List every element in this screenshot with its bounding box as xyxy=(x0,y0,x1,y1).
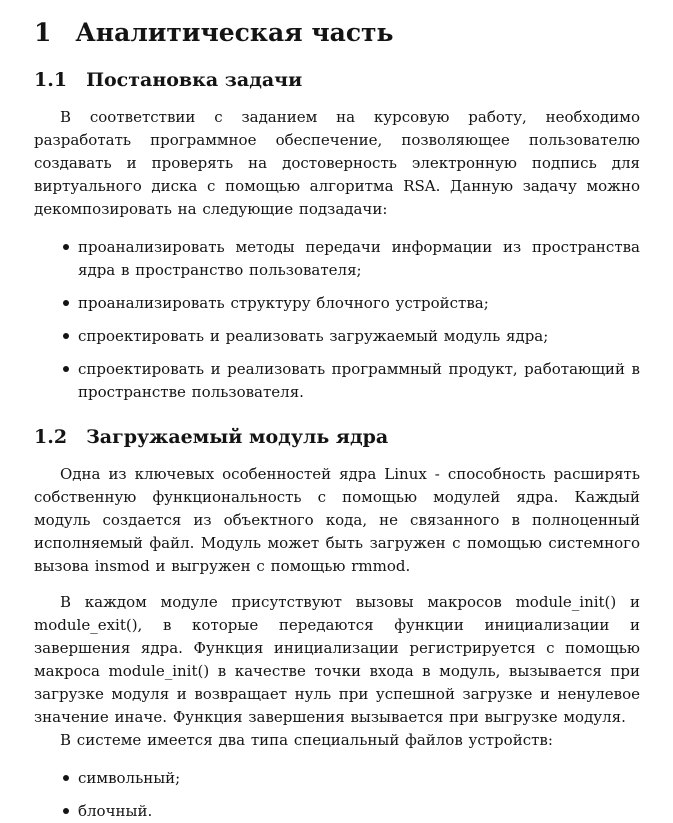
list-item xyxy=(63,358,640,404)
list-item-text: проанализировать структуру блочного устройства; xyxy=(78,294,489,312)
section-title: Загружаемый модуль ядра xyxy=(86,426,389,448)
paragraph-macros: В каждом модуле присутствуют вызовы макросов module_init() и module_exit(), в которые передаются функции инициализации и завершения ядра. Функция инициализации регистрируется с помощью макроса module_init() в качестве точки входа в модуль, вызывается при загрузке модуля и возвращает нуль при успешной загрузке и ненулевое значение иначе. Функция завершения вызывается при выгрузке модуля. xyxy=(34,593,640,726)
paragraph-kernel-module: Одна из ключевых особенностей ядра Linux - способность расширять собственную функциональность с помощью модулей ядра. Каждый модуль создается из объектного кода, не связанного в полноценный исполняемый файл. Модуль может быть загружен с помощью системного вызова insmod и выгружен с помощью rmmod. xyxy=(34,465,640,575)
paragraph-device-files-intro: В системе имеется два типа специальный файлов устройств: xyxy=(60,731,553,749)
section-number: 1.2 xyxy=(34,426,68,448)
bullet-icon xyxy=(63,244,69,250)
section-title: Аналитическая часть xyxy=(75,18,394,47)
list-item xyxy=(63,325,640,348)
subtask-list xyxy=(34,236,640,404)
bullet-icon xyxy=(63,300,69,306)
list-item-text: проанализировать методы передачи информации из пространства ядра в пространство пользователя; xyxy=(78,238,640,279)
section-number: 1.1 xyxy=(34,69,68,91)
device-type-list xyxy=(34,767,640,823)
bullet-icon xyxy=(63,775,69,781)
section-number: 1 xyxy=(34,18,52,47)
list-item-text: спроектировать и реализовать программный продукт, работающий в пространстве пользователя. xyxy=(78,360,640,401)
list-item xyxy=(63,800,640,823)
bullet-icon xyxy=(63,808,69,814)
section-heading-1 xyxy=(34,18,640,47)
section-heading-1-1 xyxy=(34,69,640,91)
list-item-text: блочный. xyxy=(78,802,153,820)
list-item-text: символьный; xyxy=(78,769,181,787)
bullet-icon xyxy=(63,366,69,372)
bullet-icon xyxy=(63,333,69,339)
list-item xyxy=(63,292,640,315)
paragraph-task-intro: В соответствии с заданием на курсовую работу, необходимо разработать программное обеспечение, позволяющее пользователю создавать и проверять на достоверность электронную подпись для виртуального диска с помощью алгоритма RSA. Данную задачу можно декомпозировать на следующие подзадачи: xyxy=(34,108,640,218)
section-heading-1-2 xyxy=(34,426,640,448)
section-title: Постановка задачи xyxy=(86,69,303,91)
list-item xyxy=(63,767,640,790)
list-item-text: спроектировать и реализовать загружаемый модуль ядра; xyxy=(78,327,549,345)
list-item xyxy=(63,236,640,282)
